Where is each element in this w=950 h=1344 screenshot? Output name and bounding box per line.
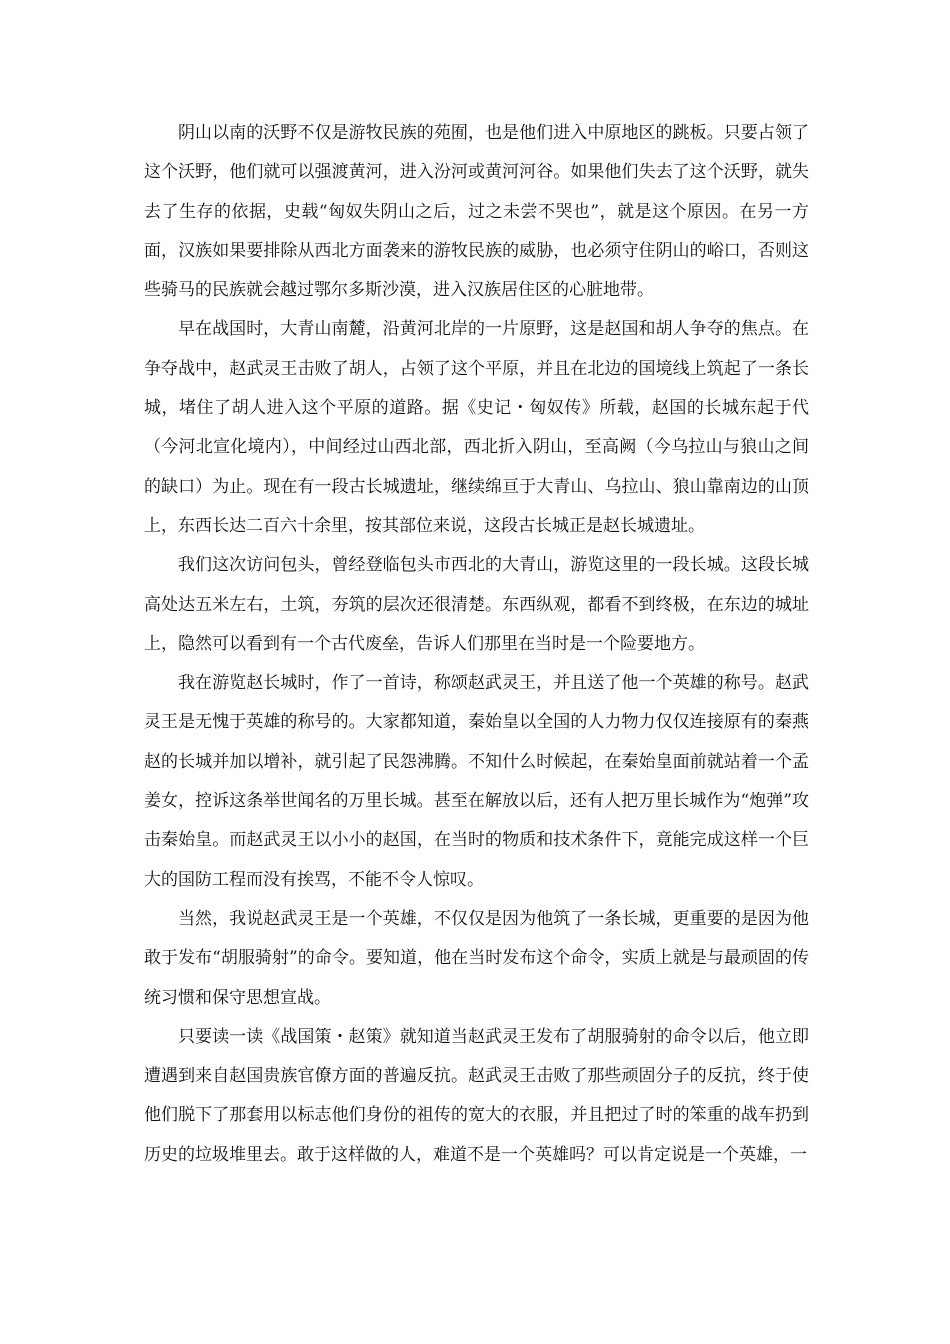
paragraph-4: 我在游览赵长城时，作了一首诗，称颂赵武灵王，并且送了他一个英雄的称号。赵武灵王是无愧于英雄的称号的。大家都知道，秦始皇以全国的人力物力仅仅连接原有的秦燕赵的长城并加以增补，就引起了民怨沸腾。不知什么时候起，在秦始皇面前就站着一个孟姜女，控诉这条举世闻名的万里长城。甚至在解放以后，还有人把万里长城作为“炮弹”攻击秦始皇。而赵武灵王以小小的赵国，在当时的物质和技术条件下，竟能完成这样一个巨大的国防工程而没有挨骂，不能不令人惊叹。 [144, 673, 809, 890]
paragraph-6: 只要读一读《战国策・赵策》就知道当赵武灵王发布了胡服骑射的命令以后，他立即遭遇到来自赵国贵族官僚方面的普遍反抗。赵武灵王击败了那些顽固分子的反抗，终于使他们脱下了那套用以标志他们身份的祖传的宽大的衣服，并且把过了时的笨重的战车扔到历史的垃圾堆里去。敢于这样做的人，难道不是一个英雄吗？可以肯定说是一个英雄，一 [144, 1026, 809, 1165]
paragraph-3: 我们这次访问包头，曾经登临包头市西北的大青山，游览这里的一段长城。这段长城高处达五米左右，土筑，夯筑的层次还很清楚。东西纵观，都看不到终极，在东边的城址上，隐然可以看到有一个古代废垒，告诉人们那里在当时是一个险要地方。 [144, 555, 809, 654]
document-body [144, 114, 809, 1175]
paragraph-5: 当然，我说赵武灵王是一个英雄，不仅仅是因为他筑了一条长城，更重要的是因为他敢于发布“胡服骑射”的命令。要知道，他在当时发布这个命令，实质上就是与最顽固的传统习惯和保守思想宣战。 [144, 908, 809, 1008]
paragraph-2: 早在战国时，大青山南麓，沿黄河北岸的一片原野，这是赵国和胡人争夺的焦点。在争夺战中，赵武灵王击败了胡人，占领了这个平原，并且在北边的国境线上筑起了一条长城，堵住了胡人进入这个平原的道路。据《史记・匈奴传》所载，赵国的长城东起于代（今河北宣化境内），中间经过山西北部，西北折入阴山，至高阙（今乌拉山与狼山之间的缺口）为止。现在有一段古长城遗址，继续绵亘于大青山、乌拉山、狼山靠南边的山顶上，东西长达二百六十余里，按其部位来说，这段古长城正是赵长城遗址。 [144, 319, 809, 536]
paragraph-1: 阴山以南的沃野不仅是游牧民族的苑囿，也是他们进入中原地区的跳板。只要占领了这个沃野，他们就可以强渡黄河，进入汾河或黄河河谷。如果他们失去了这个沃野，就失去了生存的依据，史载“匈奴失阴山之后，过之未尝不哭也”，就是这个原因。在另一方面，汉族如果要排除从西北方面袭来的游牧民族的威胁，也必须守住阴山的峪口，否则这些骑马的民族就会越过鄂尔多斯沙漠，进入汉族居住区的心脏地带。 [144, 123, 809, 301]
